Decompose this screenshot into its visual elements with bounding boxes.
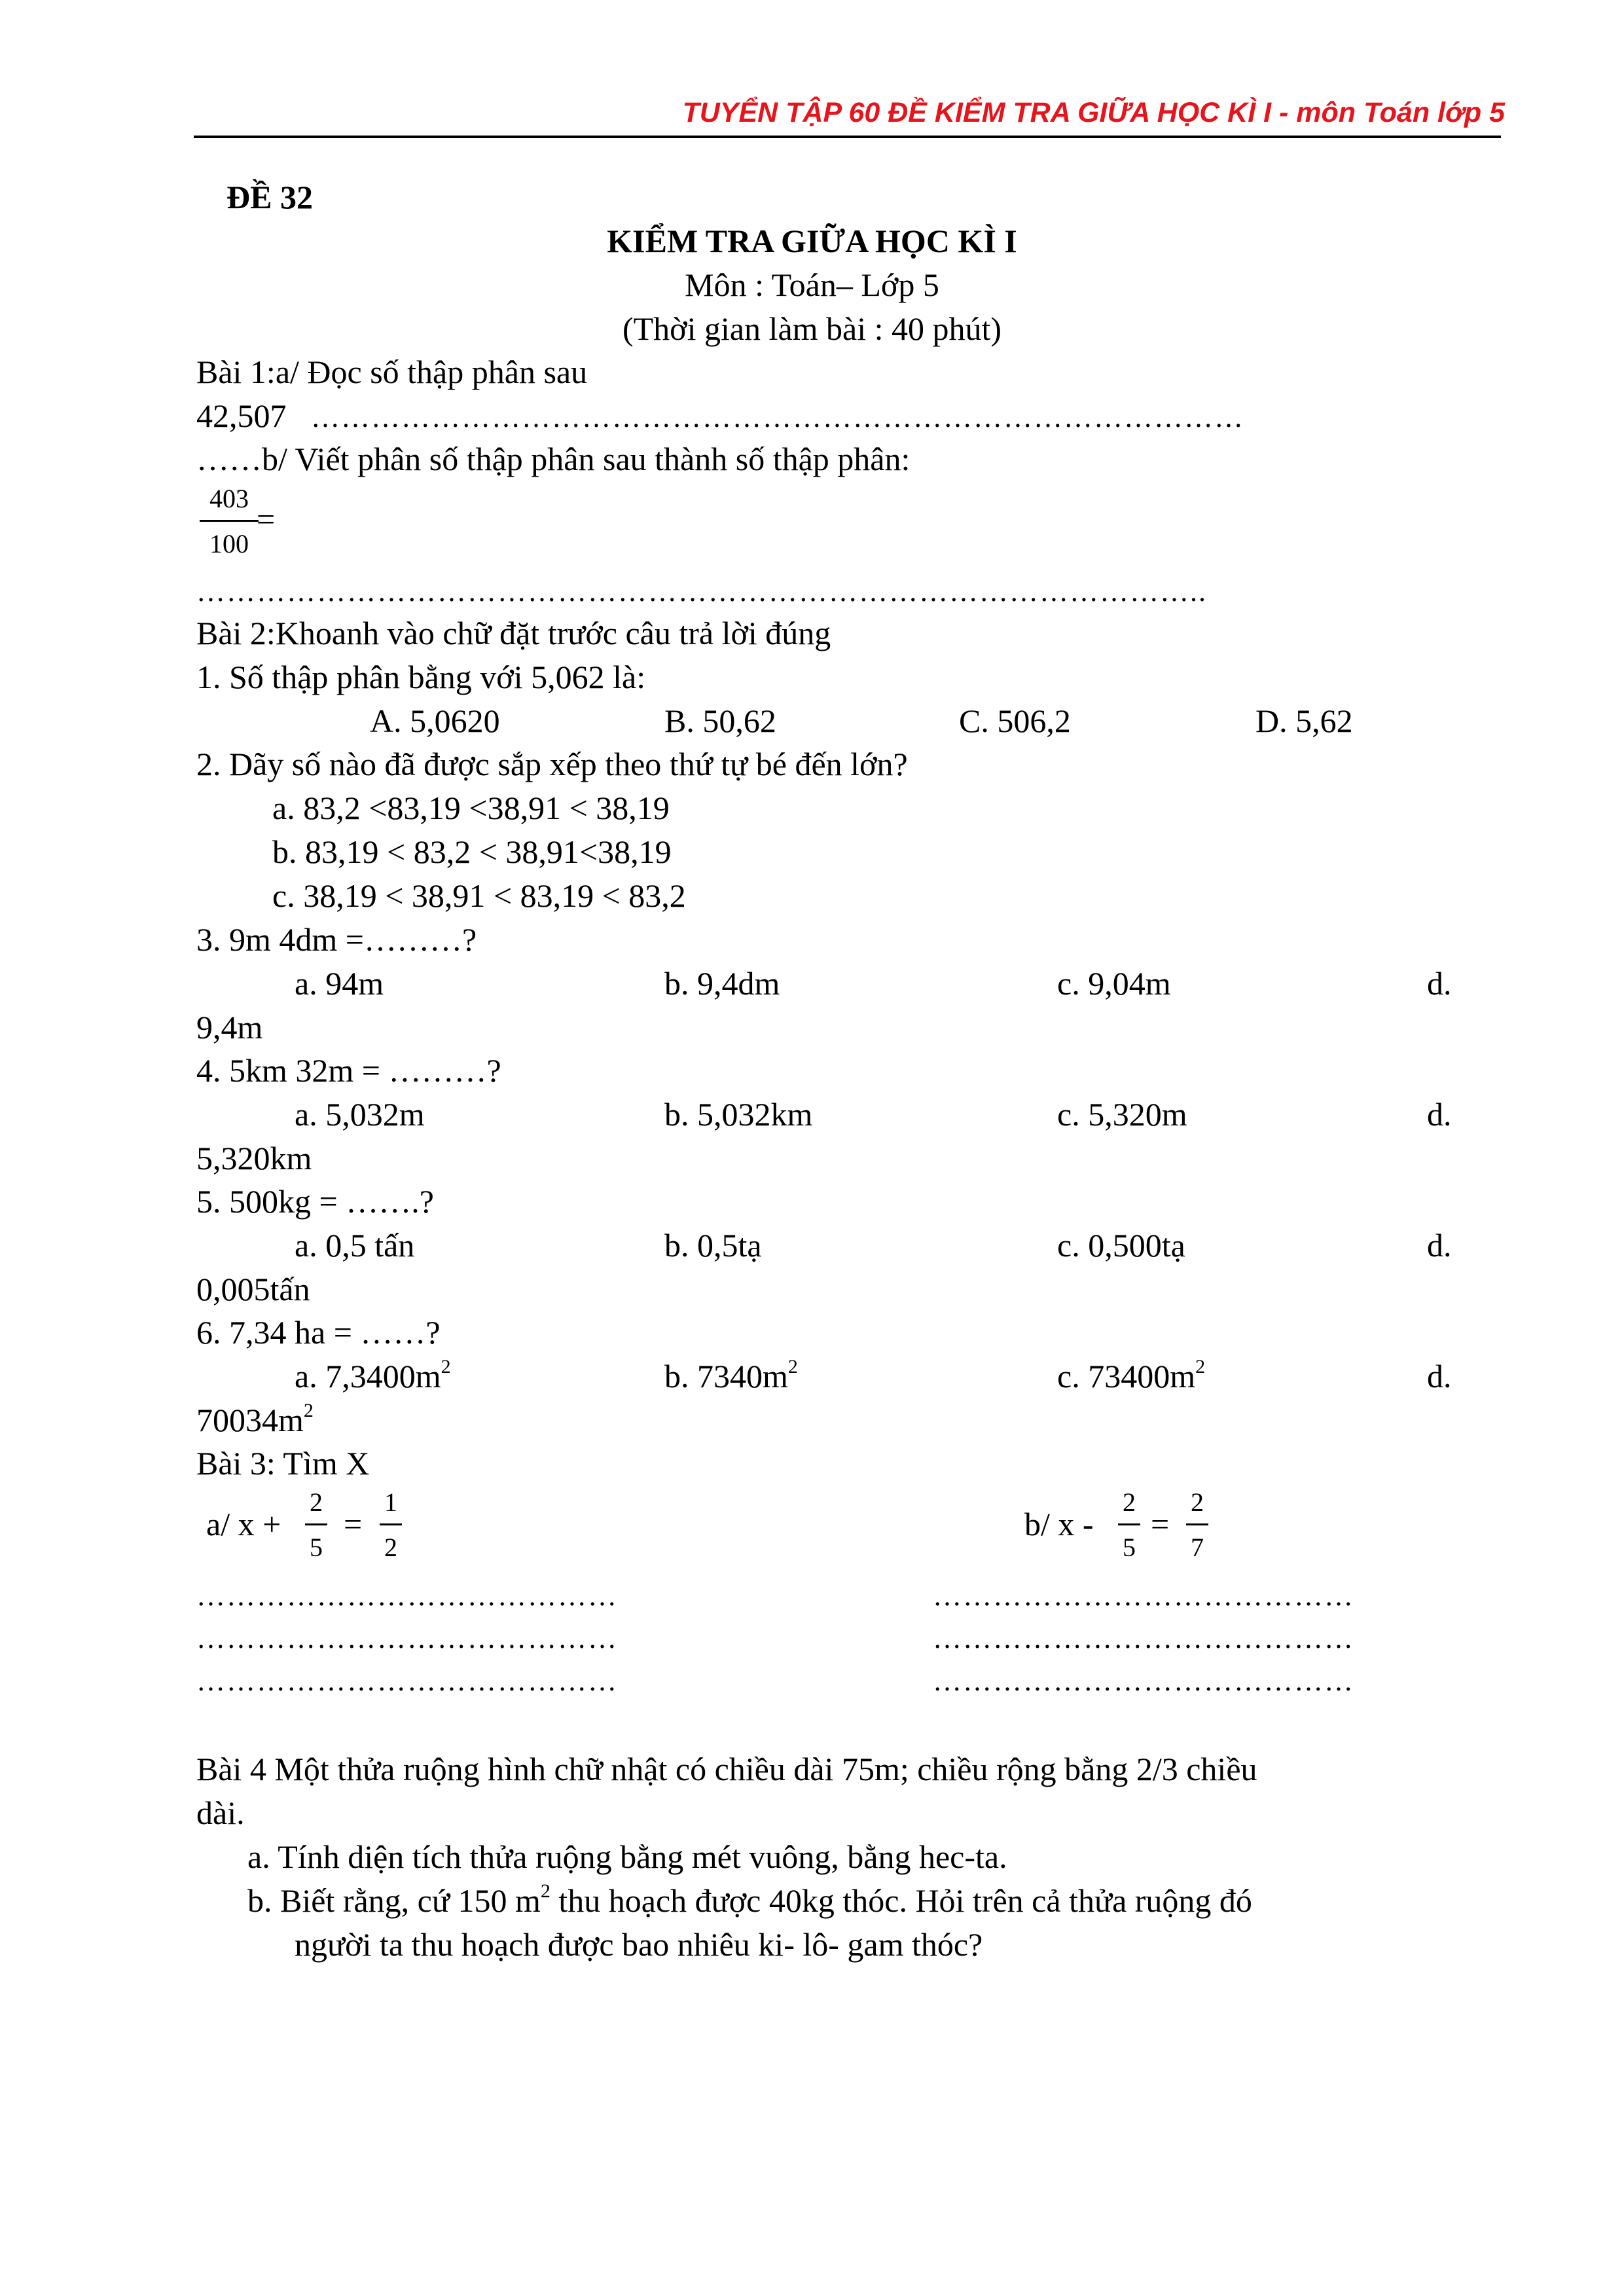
superscript: 2 [1195,1356,1206,1377]
bai3-a-fraction-1 [305,1489,327,1561]
exam-code: ĐỀ 32 [226,179,313,215]
bai3-a-dots-1: …………………………………… [196,1580,618,1612]
bai4-part-b-line-1 [247,1880,1252,1919]
bai3-a-dots-2: …………………………………… [196,1622,618,1654]
fraction-bar [380,1523,402,1525]
fraction-numerator: 2 [1191,1487,1204,1517]
bai2-q6-option-a-text: a. 7,3400m [295,1358,441,1394]
bai1-b-label: ……b/ Viết phân số thập phân sau thành số thập phân: [196,441,911,477]
bai4-part-b-post: thu hoạch được 40kg thóc. Hỏi trên cả thửa ruộng đó [550,1882,1252,1919]
bai2-q4-option-c: c. 5,320m [1057,1096,1187,1133]
fraction-bar [305,1523,327,1525]
superscript: 2 [540,1880,550,1902]
exam-subject: Môn : Toán– Lớp 5 [685,266,939,303]
bai2-q4-text: 4. 5km 32m = ………? [196,1052,501,1089]
bai2-q4-option-d: d. [1427,1096,1452,1133]
bai2-q5-wrap: 0,005tấn [196,1271,310,1307]
fraction-bar [200,520,259,522]
bai2-q5-option-d: d. [1427,1227,1452,1264]
bai3-b-equals: = [1151,1506,1170,1542]
bai2-q1-option-c: C. 506,2 [959,702,1071,739]
bai2-q5-text: 5. 500kg = …….? [196,1183,434,1220]
bai2-q2-option-b: b. 83,19 < 83,2 < 38,91<38,19 [272,833,672,870]
fraction-numerator: 1 [384,1487,397,1517]
bai4-line-1: Bài 4 Một thửa ruộng hình chữ nhật có chiều dài 75m; chiều rộng bằng 2/3 chiều [196,1751,1257,1787]
bai3-a-prefix: a/ x + [206,1506,281,1542]
bai2-q1-option-b: B. 50,62 [664,702,776,739]
fraction-bar [1186,1523,1208,1525]
bai2-q3-option-b: b. 9,4dm [664,965,780,1002]
bai2-q6-wrap [196,1400,314,1438]
bai2-q3-text: 3. 9m 4dm =………? [196,921,477,958]
bai2-q1-option-a: A. 5,0620 [370,702,500,739]
bai2-q3-option-a: a. 94m [295,965,384,1002]
header-title: TUYỂN TẬP 60 ĐỀ KIỂM TRA GIỮA HỌC KÌ I - môn Toán lớp 5 [682,97,1505,128]
bai4-part-b-pre: b. Biết rằng, cứ 150 m [247,1882,541,1919]
bai2-q2-text: 2. Dãy số nào đã được sắp xếp theo thứ tự bé đến lớn? [196,746,908,782]
bai2-title: Bài 2:Khoanh vào chữ đặt trước câu trả lời đúng [196,615,831,651]
bai2-q3-option-c: c. 9,04m [1057,965,1171,1002]
fraction-numerator: 2 [1123,1487,1136,1517]
fraction-bar [1118,1523,1140,1525]
fraction-denominator: 7 [1191,1533,1204,1562]
bai3-b-dots-2: …………………………………… [933,1622,1354,1654]
exam-duration: (Thời gian làm bài : 40 phút) [622,310,1002,347]
bai2-q4-wrap: 5,320km [196,1140,312,1176]
bai3-title: Bài 3: Tìm X [196,1445,370,1482]
fraction-numerator: 2 [310,1487,323,1517]
fraction-denominator: 5 [310,1533,323,1562]
exam-title: KIỂM TRA GIỮA HỌC KÌ I [607,223,1017,259]
bai3-b-prefix: b/ x - [1024,1506,1094,1542]
bai2-q6-text: 6. 7,34 ha = ……? [196,1314,441,1351]
bai3-b-dots-1: …………………………………… [933,1580,1354,1612]
bai2-q6-option-b-text: b. 7340m [664,1358,788,1394]
bai3-b-fraction-1 [1118,1489,1140,1561]
bai2-q5-option-b: b. 0,5tạ [664,1227,762,1264]
bai4-part-b-line-2: người ta thu hoạch được bao nhiêu ki- lô- gam thóc? [295,1926,983,1963]
bai1-number-dots: ………………………………………………………………………………… [311,401,1244,433]
bai1-fraction-denominator: 100 [209,529,249,558]
bai2-q3-option-d: d. [1427,965,1452,1002]
bai3-a-dots-3: …………………………………… [196,1665,618,1697]
superscript: 2 [787,1356,798,1377]
bai2-q6-option-d: d. [1427,1358,1452,1394]
bai1-number: 42,507 [196,397,287,434]
bai2-q6-wrap-text: 70034m [196,1402,304,1438]
bai2-q1-text: 1. Số thập phân bằng với 5,062 là: [196,659,646,695]
bai3-b-fraction-2 [1186,1489,1208,1561]
bai1-a-label: Bài 1:a/ Đọc số thập phân sau [196,354,588,390]
bai1-equals: = [257,501,276,538]
fraction-denominator: 5 [1123,1533,1136,1562]
bai1-answer-dots: ……………………………………………………………………………………….. [196,575,1207,608]
bai3-a-equals: = [344,1506,363,1542]
bai2-q6-option-c [1057,1356,1206,1394]
bai2-q6-option-c-text: c. 73400m [1057,1358,1196,1394]
bai2-q2-option-a: a. 83,2 <83,19 <38,91 < 38,19 [272,790,670,826]
superscript: 2 [303,1400,314,1421]
bai4-line-2: dài. [196,1795,245,1831]
header-rule [194,136,1501,138]
bai1-fraction [200,486,259,557]
bai2-q1-option-d: D. 5,62 [1255,702,1353,739]
bai2-q3-wrap: 9,4m [196,1009,263,1046]
bai3-a-fraction-2 [380,1489,402,1561]
bai2-q4-option-a: a. 5,032m [295,1096,425,1133]
bai1-fraction-numerator: 403 [209,484,249,513]
bai2-q5-option-a: a. 0,5 tấn [295,1227,415,1264]
bai2-q2-option-c: c. 38,19 < 38,91 < 83,19 < 83,2 [272,877,686,914]
superscript: 2 [441,1356,451,1377]
fraction-denominator: 2 [384,1533,397,1562]
bai2-q6-option-a [295,1356,451,1394]
bai2-q6-option-b [664,1356,798,1394]
bai2-q4-option-b: b. 5,032km [664,1096,813,1133]
bai3-b-dots-3: …………………………………… [933,1665,1354,1697]
bai4-part-a: a. Tính diện tích thửa ruộng bằng mét vuông, bằng hec-ta. [247,1838,1007,1875]
bai2-q5-option-c: c. 0,500tạ [1057,1227,1185,1264]
